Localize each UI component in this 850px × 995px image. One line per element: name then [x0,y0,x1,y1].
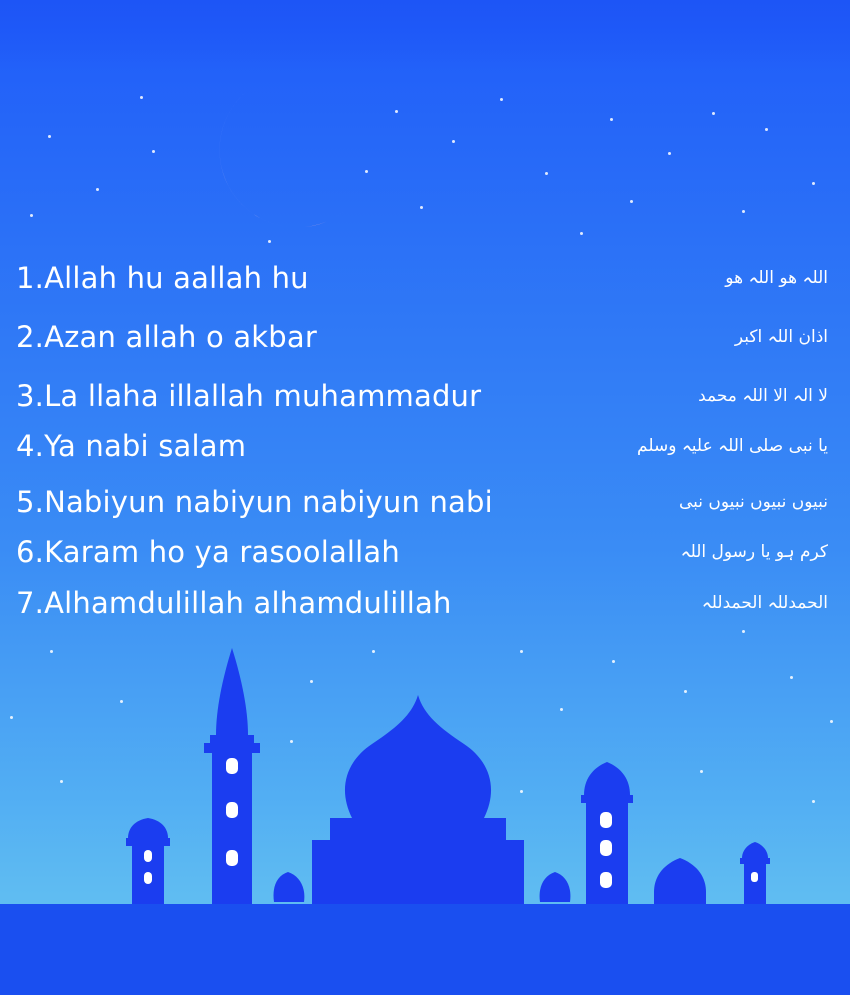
minaret-small-right [742,842,768,858]
star [96,188,99,191]
minaret-tall [216,648,248,735]
window [600,840,612,856]
list-item [0,424,850,468]
arabic-line: اذان اللہ اکبر [734,327,828,347]
star [140,96,143,99]
latin-line: 7.Alhamdulillah alhamdulillah [16,586,452,620]
mosque-silhouette [0,640,850,910]
star [812,182,815,185]
window [600,872,612,888]
star [30,214,33,217]
star [630,200,633,203]
bottom-band [0,904,850,995]
latin-line: 4.Ya nabi salam [16,429,247,463]
window [600,812,612,828]
arabic-line: الحمدللہ الحمدللہ [701,593,828,613]
minaret-right [584,762,630,795]
star [712,112,715,115]
window [144,850,152,862]
arabic-line: نبیوں نبیوں نبیوں نبی [678,492,828,512]
dome-small [274,872,305,902]
list-item [0,480,850,524]
arabic-line: لا الہ الا اللہ محمد [698,386,828,406]
star [395,110,398,113]
latin-line: 1.Allah hu aallah hu [16,261,309,295]
star [500,98,503,101]
crescent-moon-icon [208,88,358,238]
arabic-line: کرم ہو یا رسول اللہ [680,542,828,562]
window [144,872,152,884]
star [580,232,583,235]
minaret-small-left [128,818,168,838]
arabic-line: یا نبی صلی اللہ علیہ وسلم [637,436,828,456]
list-item [0,581,850,625]
main-dome [345,695,491,818]
latin-line: 2.Azan allah o akbar [16,320,317,354]
star [452,140,455,143]
window [226,802,238,818]
latin-line: 5.Nabiyun nabiyun nabiyun nabi [16,485,493,519]
star [742,210,745,213]
latin-line: 6.Karam ho ya rasoolallah [16,535,400,569]
star [365,170,368,173]
star [545,172,548,175]
star [268,240,271,243]
window [751,872,758,882]
dome-small [540,872,571,902]
window [226,758,238,774]
list-item [0,530,850,574]
list-item [0,315,850,359]
list-item [0,374,850,418]
star [668,152,671,155]
star [765,128,768,131]
dome-right [654,858,706,892]
star [152,150,155,153]
star [742,630,745,633]
list-item [0,256,850,300]
window [226,850,238,866]
star [420,206,423,209]
star [610,118,613,121]
star [48,135,51,138]
top-shade [0,0,850,70]
arabic-line: اللہ ھو اللہ ھو [725,268,828,288]
latin-line: 3.La llaha illallah muhammadur [16,379,482,413]
